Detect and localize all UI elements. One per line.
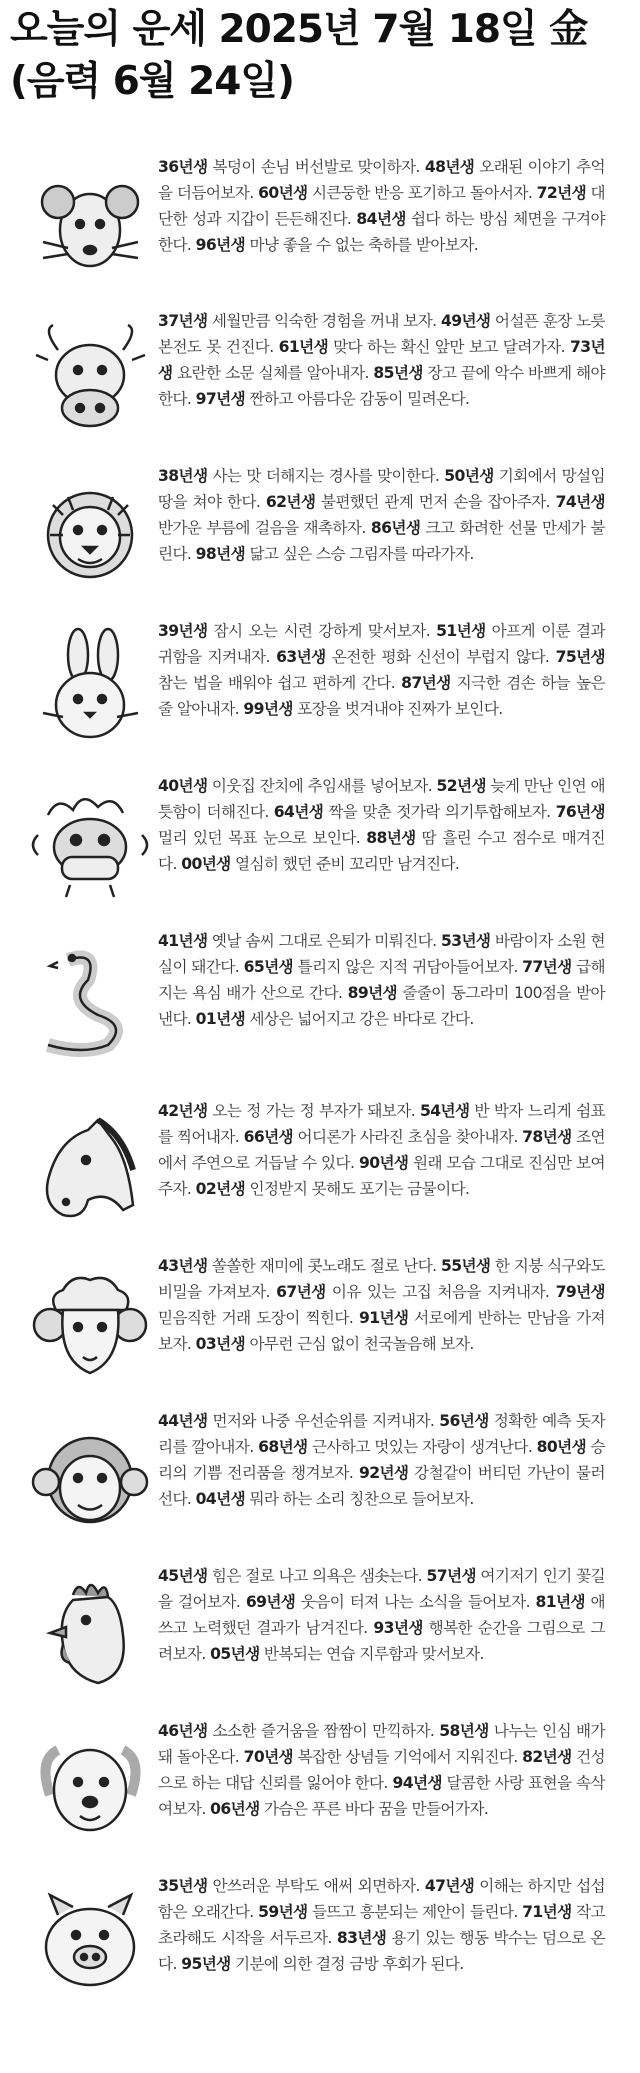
fortune-text-rooster	[158, 1563, 605, 1667]
fortune-entry: 75년생 참는 법을 배워야 쉽고 편하게 간다.	[158, 648, 605, 692]
fortune-entry: 39년생 잠시 오는 시련 강하게 맞서보자.	[158, 622, 437, 640]
fortune-text-rat	[158, 154, 605, 258]
fortune-entry: 64년생 짝을 맞춘 젓가락 의기투합해보자.	[273, 803, 556, 821]
fortune-entry: 87년생 지극한 겸손 하늘 높은 줄 알아내자.	[158, 674, 605, 718]
fortune-entry: 82년생 건성으로 하는 대답 신뢰를 잃어야 한다.	[158, 1748, 605, 1792]
fortune-entry: 67년생 이유 있는 고집 처음을 지켜내자.	[276, 1283, 556, 1301]
fortune-text-dragon	[158, 773, 605, 877]
fortune-text-monkey	[158, 1408, 605, 1512]
fortune-entry: 43년생 쏠쏠한 재미에 콧노래도 절로 난다.	[158, 1257, 441, 1275]
fortune-entry: 54년생 반 박자 느리게 쉼표를 찍어내자.	[158, 1102, 605, 1146]
fortune-entry: 83년생 용기 있는 행동 박수는 덤으로 온다.	[158, 1929, 606, 1973]
fortune-text-rabbit	[158, 618, 605, 722]
ox-icon	[28, 320, 153, 438]
fortune-entry: 60년생 시큰둥한 반응 포기하고 돌아서자.	[258, 184, 537, 202]
fortune-entry: 72년생 대단한 성과 지갑이 든든해진다.	[158, 184, 605, 228]
fortune-entry: 35년생 안쓰러운 부탁도 애써 외면하자.	[158, 1877, 425, 1895]
fortune-entry: 71년생 작고 초라해도 시작을 서두르자.	[158, 1903, 605, 1947]
snake-icon	[28, 940, 153, 1058]
fortune-entry: 55년생 한 지붕 식구와도 비밀을 가져보자.	[158, 1257, 605, 1301]
fortune-entry: 63년생 온전한 평화 신선이 부럽지 않다.	[276, 648, 556, 666]
title-line-2: (음력 6월 24일)	[10, 59, 294, 104]
fortune-entry: 91년생 서로에게 반하는 만남을 가져보자.	[158, 1309, 605, 1353]
title-line-1: 오늘의 운세 2025년 7월 18일 金	[10, 7, 588, 52]
fortune-entry: 48년생 오래된 이야기 추억을 더듬어보자.	[158, 158, 605, 202]
fortune-entry: 41년생 옛날 솜씨 그대로 은퇴가 미뤄진다.	[158, 932, 441, 950]
fortune-entry: 06년생 가슴은 푸른 바다 꿈을 만들어가자.	[210, 1800, 489, 1818]
fortune-entry: 92년생 강철같이 버티던 가난이 물러선다.	[158, 1464, 605, 1508]
fortune-entry: 61년생 맞다 하는 확신 앞만 보고 달려가자.	[278, 338, 571, 356]
fortune-text-snake	[158, 928, 605, 1032]
rat-icon	[28, 168, 153, 286]
fortune-entry: 70년생 복잡한 상념들 기억에서 지워진다.	[243, 1748, 523, 1766]
fortune-text-tiger	[158, 463, 605, 567]
fortune-entry: 46년생 소소한 즐거움을 짬짬이 만끽하자.	[158, 1722, 440, 1740]
fortune-entry: 90년생 원래 모습 그대로 진심만 보여주자.	[158, 1154, 605, 1198]
fortune-entry: 68년생 근사하고 멋있는 자랑이 생겨난다.	[258, 1438, 537, 1456]
fortune-entry: 79년생 믿음직한 거래 도장이 찍힌다.	[158, 1283, 605, 1327]
fortune-entry: 53년생 바람이자 소원 현실이 돼간다.	[158, 932, 605, 976]
sheep-icon	[28, 1265, 153, 1383]
fortune-text-ox	[158, 308, 605, 412]
fortune-entry: 89년생 줄줄이 동그라미 100점을 받아낸다.	[158, 984, 605, 1028]
fortune-entry: 93년생 행복한 순간을 그림으로 그려보자.	[158, 1619, 605, 1663]
fortune-entry: 37년생 세월만큼 익숙한 경험을 꺼내 보자.	[158, 312, 441, 330]
fortune-entry: 97년생 짠하고 아름다운 감동이 밀려온다.	[195, 390, 470, 408]
fortune-entry: 50년생 기회에서 망설임 땅을 쳐야 한다.	[158, 467, 605, 511]
fortune-entry: 40년생 이웃집 잔치에 추임새를 넣어보자.	[158, 777, 437, 795]
fortune-entry: 73년생 요란한 소문 실체를 알아내자.	[158, 338, 605, 382]
fortune-entry: 56년생 정확한 예측 돗자리를 깔아내자.	[158, 1412, 605, 1456]
monkey-icon	[28, 1420, 153, 1538]
fortune-entry: 76년생 멀리 있던 목표 눈으로 보인다.	[158, 803, 605, 847]
fortune-entry: 69년생 웃음이 터져 나는 소식을 들어보자.	[245, 1593, 536, 1611]
fortune-entry: 65년생 틀리지 않은 지적 귀담아들어보자.	[243, 958, 523, 976]
fortune-entry: 85년생 장고 끝에 악수 바쁘게 해야 한다.	[158, 364, 605, 408]
fortune-entry: 00년생 열심히 했던 준비 꼬리만 남겨진다.	[181, 855, 460, 873]
horse-icon	[28, 1110, 153, 1228]
page-title	[10, 4, 630, 108]
rooster-icon	[28, 1575, 153, 1693]
fortune-text-horse	[158, 1098, 605, 1202]
fortune-entry: 94년생 달콤한 사랑 표현을 속삭여보자.	[158, 1774, 605, 1818]
fortune-entry: 57년생 여기저기 인기 꽃길을 걸어보자.	[158, 1567, 606, 1611]
fortune-entry: 58년생 나누는 인심 배가 돼 돌아온다.	[158, 1722, 605, 1766]
rabbit-icon	[28, 627, 153, 745]
fortune-entry: 05년생 반복되는 연습 지루함과 맞서보자.	[210, 1645, 484, 1663]
fortune-text-pig	[158, 1873, 605, 1977]
fortune-entry: 96년생 마냥 좋을 수 없는 축하를 받아보자.	[195, 236, 479, 254]
fortune-entry: 38년생 사는 맛 더해지는 경사를 맞이한다.	[158, 467, 445, 485]
fortune-entry: 66년생 어디론가 사라진 초심을 찾아내자.	[243, 1128, 523, 1146]
fortune-entry: 04년생 뭐라 하는 소리 칭찬으로 들어보자.	[195, 1490, 474, 1508]
fortune-entry: 77년생 급해지는 욕심 배가 산으로 간다.	[158, 958, 605, 1002]
fortune-entry: 36년생 복덩이 손님 버선발로 맞이하자.	[158, 158, 425, 176]
fortune-entry: 59년생 들뜨고 흥분되는 제안이 들린다.	[258, 1903, 523, 1921]
pig-icon	[28, 1885, 153, 2003]
fortune-entry: 88년생 땀 흘린 수고 점수로 매겨진다.	[158, 829, 605, 873]
dragon-icon	[28, 785, 153, 903]
fortune-entry: 78년생 조연에서 주연으로 거듭날 수 있다.	[158, 1128, 605, 1172]
fortune-entry: 51년생 아프게 이룬 결과 귀함을 지켜내자.	[158, 622, 605, 666]
fortune-entry: 01년생 세상은 넓어지고 강은 바다로 간다.	[195, 1010, 474, 1028]
fortune-entry: 44년생 먼저와 나중 우선순위를 지켜내자.	[158, 1412, 440, 1430]
fortune-entry: 02년생 인정받지 못해도 포기는 금물이다.	[195, 1180, 470, 1198]
fortune-entry: 81년생 애쓰고 노력했던 결과가 남겨진다.	[158, 1593, 605, 1637]
fortune-entry: 45년생 힘은 절로 나고 의욕은 샘솟는다.	[158, 1567, 427, 1585]
fortune-entry: 98년생 닮고 싶은 스승 그림자를 따라가자.	[195, 545, 474, 563]
fortune-entry: 49년생 어설픈 훈장 노릇 본전도 못 건진다.	[158, 312, 605, 356]
fortune-text-dog	[158, 1718, 605, 1822]
fortune-entry: 62년생 불편했던 관계 먼저 손을 잡아주자.	[265, 493, 556, 511]
fortune-entry: 03년생 아무런 근심 없이 천국놀음해 보자.	[195, 1335, 474, 1353]
fortune-entry: 74년생 반가운 부름에 걸음을 재촉하자.	[158, 493, 605, 537]
fortune-entry: 42년생 오는 정 가는 정 부자가 돼보자.	[158, 1102, 421, 1120]
dog-icon	[28, 1730, 153, 1848]
fortune-entry: 47년생 이해는 하지만 섭섭함은 오래간다.	[158, 1877, 605, 1921]
fortune-entry: 52년생 늦게 만난 인연 애틋함이 더해진다.	[158, 777, 605, 821]
tiger-icon	[28, 475, 153, 593]
fortune-entry: 99년생 포장을 벗겨내야 진짜가 보인다.	[243, 700, 503, 718]
fortune-entry: 80년생 승리의 기쁨 전리품을 챙겨보자.	[158, 1438, 605, 1482]
fortune-entry: 84년생 쉽다 하는 방심 체면을 구겨야 한다.	[158, 210, 605, 254]
fortune-text-sheep	[158, 1253, 605, 1357]
fortune-entry: 86년생 크고 화려한 선물 만세가 불린다.	[158, 519, 605, 563]
fortune-entry: 95년생 기분에 의한 결정 금방 후회가 된다.	[181, 1955, 464, 1973]
